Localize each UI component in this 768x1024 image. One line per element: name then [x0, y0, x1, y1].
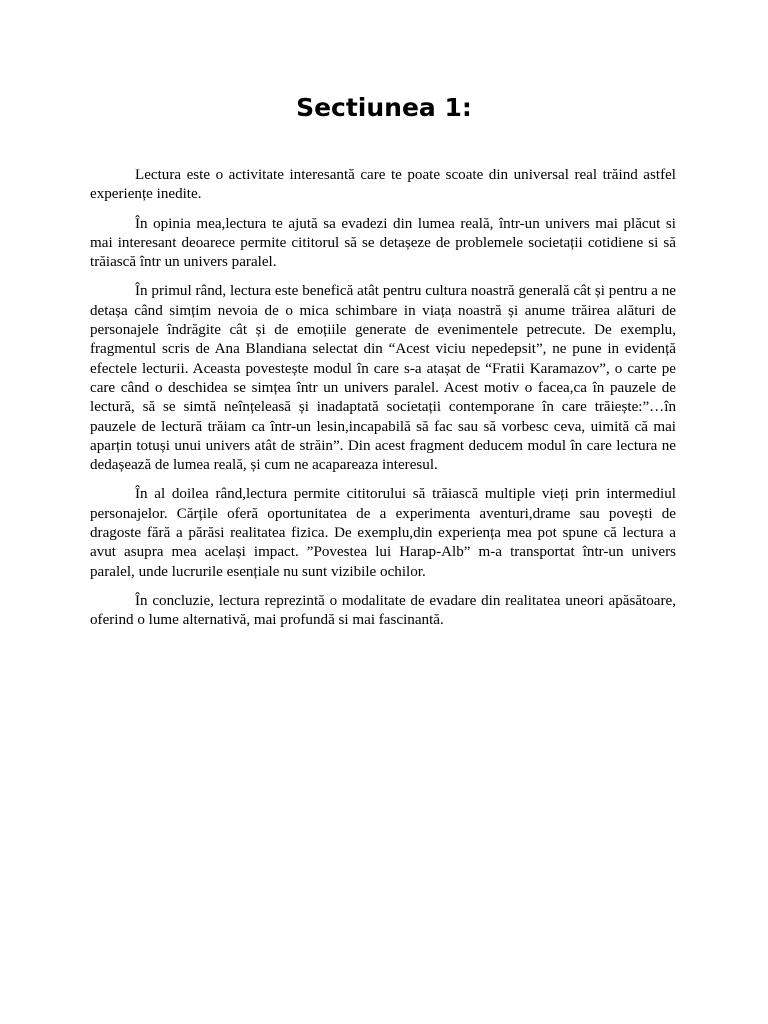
paragraph-second-argument: În al doilea rând,lectura permite cititorului să trăiască multiple vieți prin intermediul personajelor. Cărțile oferă oportunitatea de a experimenta aventuri,drame sau povești de dragoste fără a părăsi realitatea fizica. De exemplu,din experiența mea pot spune că lectura a avut asupra mea același impact. ”Povestea lui Harap-Alb” m-a transportat într-un univers paralel, unde lucrurile esențiale nu sunt vizibile ochilor.	[90, 486, 676, 580]
document-body	[90, 166, 676, 641]
paragraph-conclusion: În concluzie, lectura reprezintă o modalitate de evadare din realitatea uneori apăsătoare, oferind o lume alternativă, mai profundă si mai fascinantă.	[90, 592, 676, 629]
paragraph-first-argument: În primul rând, lectura este benefică atât pentru cultura noastră generală cât și pentru a ne detașa când simțim nevoia de o mica schimbare in viața noastră și anume trăirea alături de personajele îndrăgite cât și de emoțiile generate de evenimentele petrecute. De exemplu, fragmentul scris de Ana Blandiana selectat din “Acest viciu nepedepsit”, ne pune in evidență efectele lecturii. Aceasta povestește modul în care s-a atașat de “Fratii Karamazov”, o carte pe care când o deschidea se simțea într un univers paralel. Acest motiv o facea,ca în pauzele de lectură, să se simtă neînțeleasă și inadaptată societații contemporane în care trăiește:”…în pauzele de lectură trăiam ca într-un lesin,incapabilă să fac sau să vorbesc ceva, uimită că mai aparțin totuși unui univers atât de străin”. Din acest fragment deducem modul în care lectura ne dedașează de lumea reală, și cum ne acapareaza interesul.	[90, 283, 676, 474]
page-title: Sectiunea 1:	[296, 93, 472, 122]
paragraph-opinion: În opinia mea,lectura te ajută sa evadezi din lumea reală, într-un univers mai plăcut si mai interesant deoarece permite cititorul să se detașeze de problemele societații cotidiene si să trăiască într un univers paralel.	[90, 215, 676, 271]
paragraph-intro: Lectura este o activitate interesantă care te poate scoate din universal real trăind astfel experiențe inedite.	[90, 167, 676, 203]
